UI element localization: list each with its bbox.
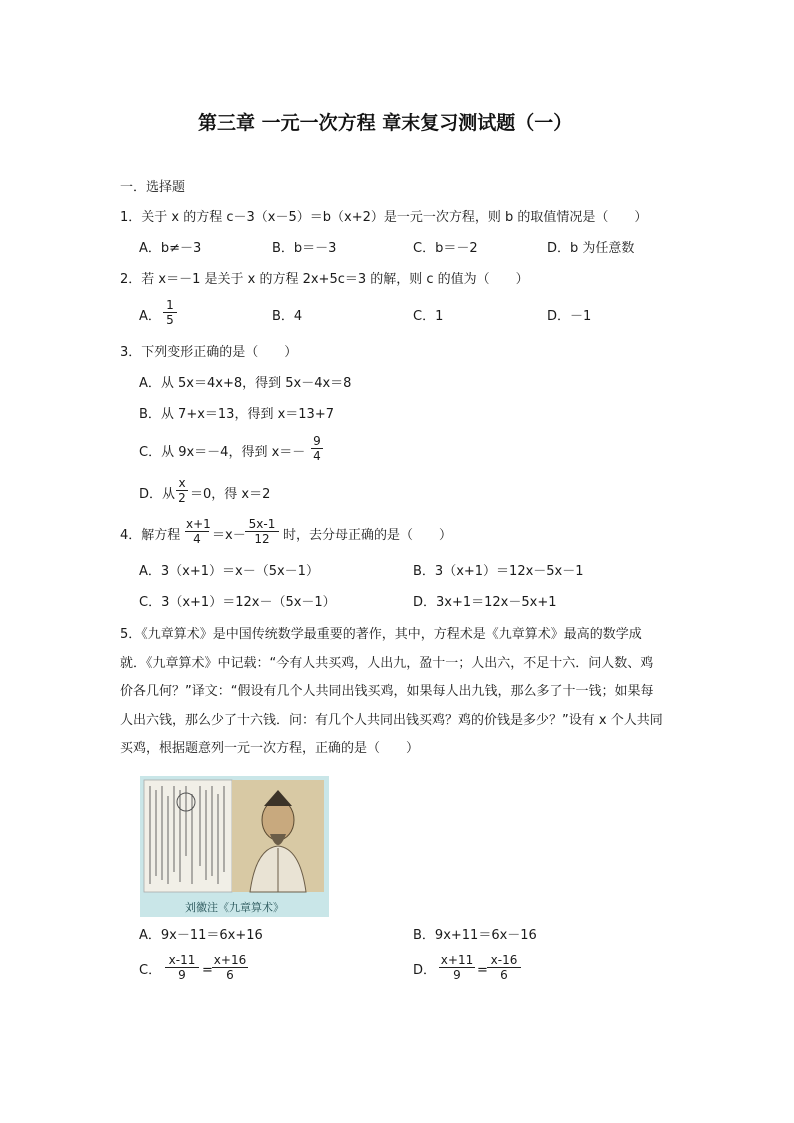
q4-option-d: D．3x+1＝12x－5x+1 [413,595,557,610]
q5-illustration [140,776,329,917]
q4-option-a: A．3（x+1）＝x－（5x－1） [139,564,319,579]
q2-option-c: C．1 [413,309,444,324]
q5-option-b: B．9x+11＝6x－16 [413,928,537,943]
q2-option-a-fraction [163,298,177,327]
image-caption: 刘徽注《九章算术》 [185,901,284,914]
q5-option-c-fraction-2 [212,953,248,982]
q3-option-d-suffix: ＝0，得 x＝2 [190,487,271,502]
q3-option-c: C．从 9x＝－4，得到 x＝－ [139,445,306,460]
q2-a-numerator: 1 [163,298,177,313]
q5-d-numerator-2: x-16 [487,953,521,968]
book-and-portrait-image [140,776,329,917]
q4-fraction-1 [185,517,209,546]
q5-stem: 5．《九章算术》是中国传统数学最重要的著作，其中，方程术是《九章算术》最高的数学成就．《九章算术》中记载：“今有人共买鸡，人出九，盈十一；人出六，不足十六．问人数、鸡价各几何？”译文：“假设有几个人共同出钱买鸡，如果每人出九钱，那么多了十一钱；如果每人出六钱，那么少了十六钱．问：有几个人共同出钱买鸡？鸡的价钱是多少？”设有 x 个人共同买鸡，根据题意列一元一次方程，正确的是（ ） [120,627,663,756]
q4-stem-mid: ＝x－ [212,528,246,543]
q5-c-denominator-2: 6 [226,968,234,982]
q4-f1-numerator: x+1 [186,517,211,531]
q5-c-denominator-1: 9 [178,968,186,982]
q2-option-d: D．－1 [547,309,592,324]
q2-option-a-label: A． [139,309,161,324]
q3-stem: 3．下列变形正确的是（ ） [120,345,298,360]
q5-option-d-fraction-1 [439,953,475,982]
q2-a-denominator: 5 [166,313,174,327]
q1-option-c: C．b＝－2 [413,241,478,256]
q2-option-b: B．4 [272,309,303,324]
q3-option-c-fraction [311,434,323,463]
q4-f2-numerator: 5x-1 [245,517,279,532]
q5-option-d-equals: = [477,963,488,978]
q5-option-c-equals: = [202,963,213,978]
q5-option-c-label: C． [139,963,162,978]
q4-option-b: B．3（x+1）＝12x－5x－1 [413,564,584,579]
q3-d-numerator: x [176,476,188,491]
q3-option-d-prefix: D．从 [139,487,176,502]
q5-d-numerator-1: x+11 [440,953,474,967]
section-heading: 一．选择题 [120,180,186,195]
q4-f2-denominator: 12 [254,532,270,546]
page-title: 第三章 一元一次方程 章末复习测试题（一） [198,112,573,134]
q4-fraction-2 [245,517,279,546]
q5-option-c-fraction-1 [165,953,199,982]
q1-option-b: B．b＝－3 [272,241,337,256]
q5-c-numerator-2: x+16 [213,953,247,967]
q2-stem: 2．若 x＝－1 是关于 x 的方程 2x+5c＝3 的解，则 c 的值为（ ） [120,272,529,287]
q3-option-b: B．从 7+x＝13，得到 x＝13+7 [139,407,334,422]
q3-option-a: A．从 5x＝4x+8，得到 5x－4x＝8 [139,376,352,391]
q1-option-a: A．b≠－3 [139,241,202,256]
q4-stem-suffix: 时，去分母正确的是（ ） [283,528,453,543]
q4-option-c: C．3（x+1）＝12x－（5x－1） [139,595,336,610]
q3-c-numerator: 9 [311,434,323,449]
q5-c-numerator-1: x-11 [165,953,199,968]
q5-d-denominator-1: 9 [453,968,461,982]
q1-option-d: D．b 为任意数 [547,241,635,256]
q1-stem: 1．关于 x 的方程 c－3（x－5）＝b（x+2）是一元一次方程，则 b 的取值情况是（ ） [120,210,648,225]
q5-option-a: A．9x－11＝6x+16 [139,928,263,943]
q3-c-denominator: 4 [313,449,321,463]
q3-option-d-fraction [176,476,188,505]
q5-d-denominator-2: 6 [500,968,508,982]
q4-stem-prefix: 4．解方程 [120,528,181,543]
q3-d-denominator: 2 [178,491,186,505]
q4-f1-denominator: 4 [193,532,201,546]
q5-option-d-label: D． [413,963,437,978]
q5-option-d-fraction-2 [487,953,521,982]
